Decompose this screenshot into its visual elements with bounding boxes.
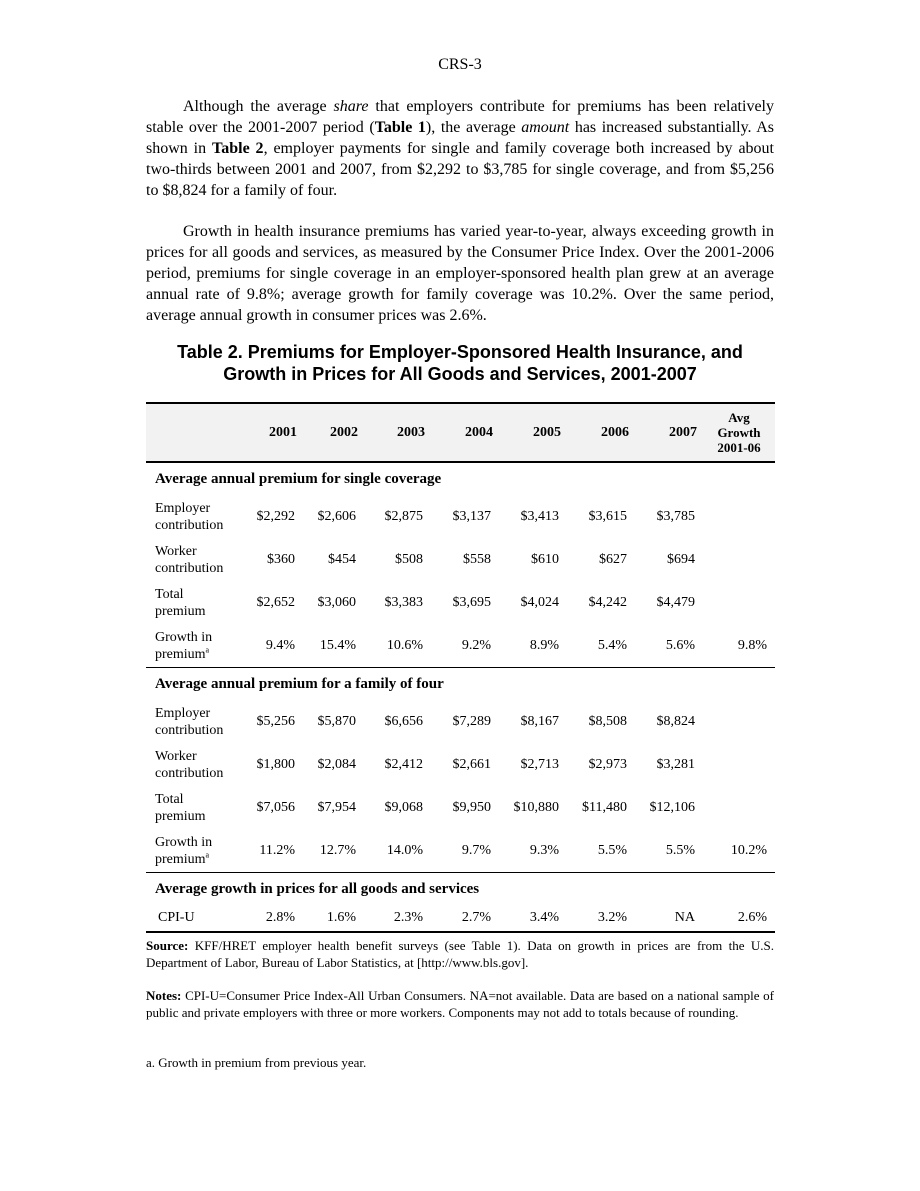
source-text: KFF/HRET employer health benefit surveys (see Table 1). Data on growth in prices are from the U.S. Department of Labor, Bureau of Labor Statistics, at [http://www.bls.gov]. <box>146 938 774 970</box>
table-cell: 15.4% <box>303 624 364 668</box>
table-cell: $2,661 <box>452 756 491 772</box>
header-year: 2002 <box>303 403 364 462</box>
row-label-text: contribution <box>155 722 224 738</box>
source-label: Source: <box>146 938 189 953</box>
table-cell: $508 <box>395 551 423 567</box>
header-year: 2007 <box>635 403 703 462</box>
table-cell: $3,137 <box>452 508 491 524</box>
row-label-line: Worker <box>155 543 197 559</box>
table-cell: $3,060 <box>317 594 356 610</box>
table-cell: $2,084 <box>317 756 356 772</box>
text-span: has increased substantially. As shown in <box>146 119 775 157</box>
section-header-row <box>146 873 775 906</box>
row-label <box>146 538 242 581</box>
header-year: 2001 <box>242 403 303 462</box>
table-row <box>146 829 775 873</box>
table-cell: 2.7% <box>431 905 499 932</box>
table-cell: $2,292 <box>256 508 295 524</box>
row-label: CPI-U <box>146 905 242 932</box>
table-cell: 9.2% <box>431 624 499 668</box>
table-cell: $10,880 <box>513 799 559 815</box>
table-cell: $4,479 <box>656 594 695 610</box>
table-row <box>146 700 775 743</box>
table-cell: $454 <box>328 551 356 567</box>
row-label <box>146 700 242 743</box>
text-span: , employer payments for single and family coverage both increased by about two-thirds between 2001 and 2007, from $2,292 to $3,785 for single coverage, and from $5,256 to $8,824 for a family of four. <box>146 140 774 199</box>
table-cell: $4,024 <box>520 594 559 610</box>
row-label-line <box>155 560 242 577</box>
header-year: 2005 <box>499 403 567 462</box>
avg-growth-cell <box>703 538 775 581</box>
header-avg-line: Growth <box>717 425 761 440</box>
table-cell: 9.7% <box>431 829 499 873</box>
section-title: Average growth in prices for all goods and services <box>155 880 480 897</box>
table-cell: 1.6% <box>303 905 364 932</box>
row-label-text: premium <box>155 851 206 867</box>
table-cell: 5.6% <box>635 624 703 668</box>
avg-growth-cell <box>703 581 775 624</box>
avg-growth-cell: 9.8% <box>703 624 775 668</box>
table-cell: 8.9% <box>499 624 567 668</box>
table-cell: 5.5% <box>635 829 703 873</box>
avg-growth-cell <box>703 700 775 743</box>
table-cell: 9.3% <box>499 829 567 873</box>
text-span: ), the average <box>425 119 522 136</box>
text-emphasis: share <box>333 98 369 115</box>
table-cell: $4,242 <box>588 594 627 610</box>
table-cell: $627 <box>599 551 627 567</box>
header-year: 2006 <box>567 403 635 462</box>
header-blank <box>146 403 242 462</box>
paragraph-1 <box>146 96 774 201</box>
table-reference: Table 1 <box>374 119 426 136</box>
header-avg-line: 2001-06 <box>717 440 761 455</box>
table-cell: $2,412 <box>384 756 423 772</box>
row-label-text: premium <box>155 646 206 662</box>
row-label-line <box>155 646 242 663</box>
table-row <box>146 538 775 581</box>
section-title: Average annual premium for a family of four <box>155 675 444 692</box>
table-cell: $5,256 <box>256 713 295 729</box>
avg-growth-cell <box>703 743 775 786</box>
table-cell: 10.6% <box>364 624 431 668</box>
footnote: a. Growth in premium from previous year. <box>146 1055 367 1070</box>
table-cell: NA <box>635 905 703 932</box>
section-header-row <box>146 668 775 701</box>
text-span: Although the average <box>183 98 334 115</box>
footnote-marker: a <box>205 644 210 654</box>
table-row <box>146 495 775 538</box>
header-year: 2003 <box>364 403 431 462</box>
row-label-line: Employer <box>155 705 211 721</box>
table-cell: $5,870 <box>317 713 356 729</box>
table-cell: $9,068 <box>384 799 423 815</box>
table-row <box>146 624 775 668</box>
table-cell: $6,656 <box>384 713 423 729</box>
page-header: CRS-3 <box>438 56 482 73</box>
table-cell: 2.8% <box>242 905 303 932</box>
table-cell: $8,508 <box>588 713 627 729</box>
table-cell: $360 <box>267 551 295 567</box>
table-cell: $694 <box>667 551 695 567</box>
table-cell: $8,167 <box>520 713 559 729</box>
table-cell: $3,281 <box>656 756 695 772</box>
table-cell: $3,695 <box>452 594 491 610</box>
table-row <box>146 581 775 624</box>
table-cell: $9,950 <box>452 799 491 815</box>
avg-growth-cell <box>703 495 775 538</box>
row-label-text: premium <box>155 603 206 619</box>
table-row <box>146 905 775 932</box>
table-cell: $7,056 <box>256 799 295 815</box>
table-title <box>146 341 774 385</box>
table-cell: $3,413 <box>520 508 559 524</box>
avg-growth-cell: 2.6% <box>703 905 775 932</box>
avg-growth-cell: 10.2% <box>703 829 775 873</box>
row-label-line <box>155 517 242 534</box>
table-cell: 9.4% <box>242 624 303 668</box>
header-avg-growth <box>703 403 775 462</box>
table-title-line-1: Table 2. Premiums for Employer-Sponsored Health Insurance, and <box>177 342 743 362</box>
row-label-line <box>155 722 242 739</box>
row-label-text: contribution <box>155 560 224 576</box>
table-cell: $8,824 <box>656 713 695 729</box>
table-cell: $3,383 <box>384 594 423 610</box>
notes-text: CPI-U=Consumer Price Index-All Urban Consumers. NA=not available. Data are based on a national sample of public and private employers with three or more workers. Components may not add to totals because of rounding. <box>146 988 774 1020</box>
table-row <box>146 786 775 829</box>
row-label-line: Total <box>155 791 184 807</box>
row-label <box>146 743 242 786</box>
avg-growth-cell <box>703 786 775 829</box>
source-note <box>146 937 774 971</box>
table-cell: 2.3% <box>364 905 431 932</box>
table-cell: $3,785 <box>656 508 695 524</box>
row-label-text: premium <box>155 808 206 824</box>
footnote-marker: a <box>205 849 210 859</box>
row-label-line <box>155 603 242 620</box>
table-cell: $2,606 <box>317 508 356 524</box>
table-cell: 12.7% <box>303 829 364 873</box>
section-header-row <box>146 462 775 495</box>
table-cell: $11,480 <box>582 799 627 815</box>
premiums-table <box>146 402 775 933</box>
table-cell: $2,973 <box>588 756 627 772</box>
table-cell: $1,800 <box>256 756 295 772</box>
notes <box>146 987 774 1021</box>
table-body <box>146 403 775 932</box>
table-cell: $2,875 <box>384 508 423 524</box>
row-label <box>146 624 242 668</box>
row-label-line <box>155 765 242 782</box>
table-cell: $12,106 <box>649 799 695 815</box>
row-label <box>146 581 242 624</box>
paragraph-2: Growth in health insurance premiums has varied year-to-year, always exceeding growth in prices for all goods and services, as measured by the Consumer Price Index. Over the 2001-2006 period, premiums for single coverage in an employer-sponsored health plan grew at an average annual rate of 9.8%; average growth for family coverage was 10.2%. Over the same period, average annual growth in consumer prices was 2.6%. <box>146 223 774 324</box>
text-span: that employers contribute for premiums has been relatively stable over the 2001-2007 period ( <box>146 98 774 136</box>
table-cell: 11.2% <box>242 829 303 873</box>
row-label-line: Worker <box>155 748 197 764</box>
notes-label: Notes: <box>146 988 182 1003</box>
row-label-line: Growth in <box>155 834 213 850</box>
table-header-row <box>146 403 775 462</box>
table-cell: 14.0% <box>364 829 431 873</box>
table-cell: 5.5% <box>567 829 635 873</box>
row-label <box>146 786 242 829</box>
table-cell: 5.4% <box>567 624 635 668</box>
table-reference: Table 2 <box>212 140 264 157</box>
table-cell: $7,954 <box>317 799 356 815</box>
table-cell: 3.4% <box>499 905 567 932</box>
row-label-line: Growth in <box>155 629 213 645</box>
table-cell: $610 <box>531 551 559 567</box>
row-label-line <box>155 808 242 825</box>
row-label-line: Employer <box>155 500 211 516</box>
table-title-line-2: Growth in Prices for All Goods and Services, 2001-2007 <box>223 364 697 384</box>
table-cell: $3,615 <box>588 508 627 524</box>
table-cell: $2,652 <box>256 594 295 610</box>
header-avg-line: Avg <box>728 410 750 425</box>
row-label-line <box>155 851 242 868</box>
row-label <box>146 495 242 538</box>
table-cell: $558 <box>463 551 491 567</box>
header-year: 2004 <box>431 403 499 462</box>
row-label <box>146 829 242 873</box>
table-row <box>146 743 775 786</box>
text-emphasis: amount <box>521 119 570 136</box>
row-label-text: contribution <box>155 517 224 533</box>
row-label-text: contribution <box>155 765 224 781</box>
table-cell: $7,289 <box>452 713 491 729</box>
row-label-line: Total <box>155 586 184 602</box>
table-cell: $2,713 <box>520 756 559 772</box>
table-cell: 3.2% <box>567 905 635 932</box>
section-title: Average annual premium for single coverage <box>155 470 442 487</box>
